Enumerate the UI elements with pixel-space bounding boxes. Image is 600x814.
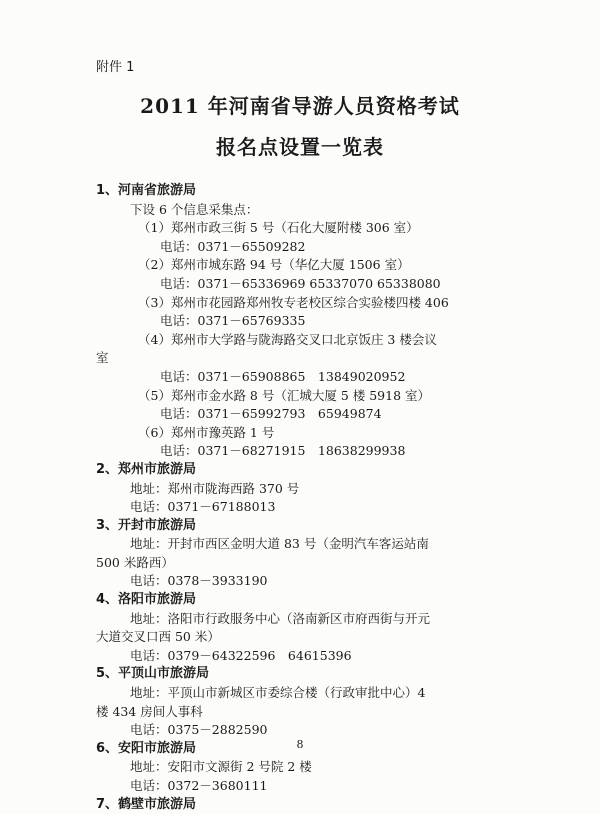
section-heading: 2、郑州市旅游局 xyxy=(96,461,197,477)
body-line: 地址：开封市西区金明大道 83 号（金明汽车客运站南 xyxy=(130,536,429,552)
body-line: （1）郑州市政三街 5 号（石化大厦附楼 306 室） xyxy=(138,220,419,236)
body-line: 电话：0379－64322596 64615396 xyxy=(130,647,352,663)
body-line: 电话：0371－65908865 13849020952 xyxy=(160,368,406,384)
body-line: 室 xyxy=(96,350,109,366)
body-line: 大道交叉口西 50 米） xyxy=(96,629,220,645)
body-line: 电话：0371－68271915 18638299938 xyxy=(160,443,406,459)
body-line: （4）郑州市大学路与陇海路交叉口北京饭庄 3 楼会议 xyxy=(138,331,437,347)
body-line: 电话：0378－3933190 xyxy=(130,573,268,589)
section-heading: 5、平顶山市旅游局 xyxy=(96,666,210,682)
body-line: 下设 6 个信息采集点： xyxy=(130,201,259,217)
body-line: 楼 434 房间人事科 xyxy=(96,703,203,719)
body-line: 地址：安阳市文源街 2 号院 2 楼 xyxy=(130,759,312,775)
body-line: （5）郑州市金水路 8 号（汇城大厦 5 楼 5918 室） xyxy=(138,387,431,403)
section-heading: 3、开封市旅游局 xyxy=(96,517,197,533)
body-line: 地址：郑州市陇海西路 370 号 xyxy=(130,480,300,496)
section-heading: 6、安阳市旅游局 xyxy=(96,740,197,756)
body-line: （6）郑州市豫英路 1 号 xyxy=(138,424,275,440)
body-line: 500 米路西） xyxy=(96,554,174,570)
body-line: 电话：0372－3680111 xyxy=(130,778,268,793)
title-line-1: 2011 年河南省导游人员资格考试 xyxy=(140,94,460,118)
body-line: 地址：平顶山市新城区市委综合楼（行政审批中心）4 xyxy=(130,685,426,701)
attachment-label: 附件 1 xyxy=(96,60,135,75)
body-line: 地址：洛阳市行政服务中心（洛南新区市府西街与开元 xyxy=(130,610,431,626)
body-line: 电话：0371－65336969 65337070 65338080 xyxy=(160,275,441,291)
body-line: 电话：0371－65769335 xyxy=(160,313,306,329)
body-line: 电话：0371－67188013 xyxy=(130,499,276,515)
section-heading: 4、洛阳市旅游局 xyxy=(96,592,197,608)
title-line-2: 报名点设置一览表 xyxy=(216,135,384,159)
body-line: 电话：0375－2882590 xyxy=(130,722,268,738)
document-body xyxy=(96,182,526,814)
body-line: （3）郑州市花园路郑州牧专老校区综合实验楼四楼 406 xyxy=(138,294,449,310)
body-line: 电话：0371－65992793 65949874 xyxy=(160,406,382,422)
page-number: 8 xyxy=(296,738,304,751)
section-heading: 7、鹤壁市旅游局 xyxy=(96,796,197,812)
section-heading: 1、河南省旅游局 xyxy=(96,183,197,198)
body-line: （2）郑州市城东路 94 号（华亿大厦 1506 室） xyxy=(138,257,410,273)
body-line: 电话：0371－65509282 xyxy=(160,238,306,254)
